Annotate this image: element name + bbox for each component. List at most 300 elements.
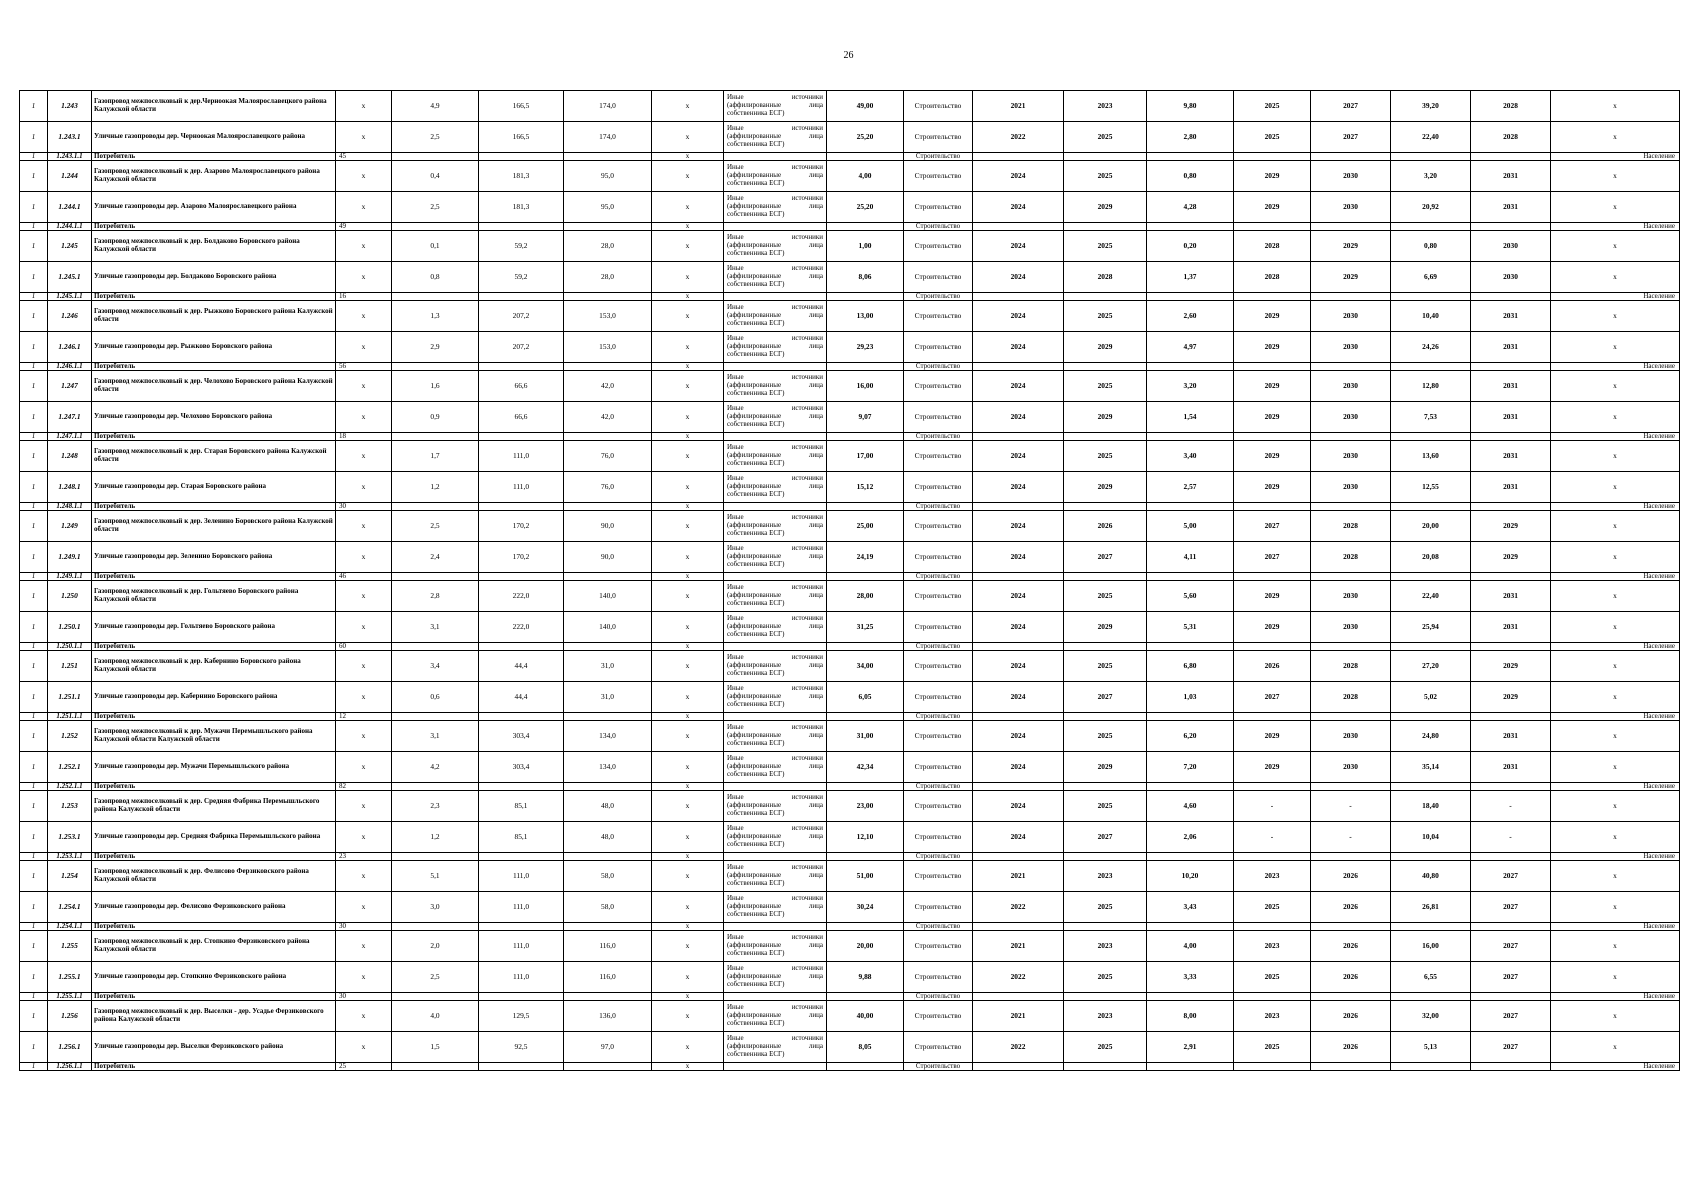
empty-cell [1391, 783, 1471, 791]
year-cell: 2026 [1311, 1032, 1391, 1063]
empty-cell [1391, 923, 1471, 931]
source-cell: Иные источники (аффилированные лица собственника ЕСГ) [724, 791, 827, 822]
year-cell: 2024 [973, 612, 1064, 643]
length-cell: 4,0 [392, 1001, 479, 1032]
x-cell: x [652, 783, 724, 791]
x-cell: x [1551, 612, 1680, 643]
year-cell: 2024 [973, 822, 1064, 853]
year-cell: 2029 [1064, 752, 1147, 783]
year-cell: 2025 [1064, 721, 1147, 752]
length-cell: 0,1 [392, 231, 479, 262]
x-cell: x [336, 161, 392, 192]
value-cell: 13,60 [1391, 441, 1471, 472]
value-cell: 116,0 [564, 931, 652, 962]
value-cell: 170,2 [479, 511, 564, 542]
year-cell: 2027 [1064, 682, 1147, 713]
empty-cell [827, 923, 904, 931]
empty-cell [827, 783, 904, 791]
empty-cell [1064, 783, 1147, 791]
value-cell: 140,0 [564, 581, 652, 612]
consumer-count-cell: 16 [336, 293, 392, 301]
empty-cell [1471, 783, 1551, 791]
year-cell: 2022 [973, 892, 1064, 923]
length-cell: 4,2 [392, 752, 479, 783]
source-cell: Иные источники (аффилированные лица собственника ЕСГ) [724, 301, 827, 332]
empty-cell [1471, 993, 1551, 1001]
year-cell: - [1234, 822, 1311, 853]
value-cell: 1,54 [1147, 402, 1234, 433]
table-row [20, 581, 1680, 612]
value-cell: 48,0 [564, 791, 652, 822]
source-cell: Иные источники (аффилированные лица собственника ЕСГ) [724, 892, 827, 923]
x-cell: x [652, 721, 724, 752]
empty-cell [1234, 223, 1311, 231]
year-cell: 2029 [1064, 192, 1147, 223]
value-cell: 25,94 [1391, 612, 1471, 643]
value-cell: 6,69 [1391, 262, 1471, 293]
x-cell: x [652, 682, 724, 713]
year-cell: 2026 [1311, 931, 1391, 962]
length-cell: 2,8 [392, 581, 479, 612]
year-cell: 2030 [1311, 581, 1391, 612]
consumer-label-cell: Потребитель [92, 573, 336, 581]
x-cell: x [336, 472, 392, 503]
empty-cell [1147, 503, 1234, 511]
year-cell: 2025 [1064, 962, 1147, 993]
value-cell: 174,0 [564, 122, 652, 153]
year-cell: 2031 [1471, 581, 1551, 612]
level-cell: 1 [20, 441, 48, 472]
source-cell: Иные источники (аффилированные лица собственника ЕСГ) [724, 441, 827, 472]
empty-cell [392, 223, 479, 231]
empty-cell [724, 363, 827, 371]
level-cell: 1 [20, 293, 48, 301]
object-name-cell: Газопровод межпоселковый к дер.Черноокая Малоярославецкого района Калужской области [92, 91, 336, 122]
empty-cell [392, 433, 479, 441]
year-cell: 2031 [1471, 301, 1551, 332]
consumer-count-cell: 30 [336, 503, 392, 511]
table-row [20, 1001, 1680, 1032]
empty-cell [479, 713, 564, 721]
empty-cell [724, 783, 827, 791]
object-code-cell: 1.254.1 [48, 892, 92, 923]
year-cell: 2030 [1311, 612, 1391, 643]
value-cell: 3,43 [1147, 892, 1234, 923]
empty-cell [724, 503, 827, 511]
year-cell: 2029 [1064, 472, 1147, 503]
cost-cell: 29,23 [827, 332, 904, 363]
length-cell: 4,9 [392, 91, 479, 122]
year-cell: 2027 [1471, 861, 1551, 892]
value-cell: 5,00 [1147, 511, 1234, 542]
year-cell: 2029 [1311, 231, 1391, 262]
population-cell: Население [1551, 1063, 1680, 1071]
empty-cell [1471, 363, 1551, 371]
x-cell: x [652, 713, 724, 721]
level-cell: 1 [20, 433, 48, 441]
value-cell: 4,28 [1147, 192, 1234, 223]
value-cell: 48,0 [564, 822, 652, 853]
year-cell: 2027 [1234, 511, 1311, 542]
empty-cell [973, 1063, 1064, 1071]
empty-cell [1311, 643, 1391, 651]
year-cell: 2030 [1311, 441, 1391, 472]
empty-cell [1234, 363, 1311, 371]
x-cell: x [652, 402, 724, 433]
year-cell: 2029 [1234, 301, 1311, 332]
value-cell: 5,60 [1147, 581, 1234, 612]
value-cell: 2,80 [1147, 122, 1234, 153]
empty-cell [1147, 573, 1234, 581]
value-cell: 5,13 [1391, 1032, 1471, 1063]
work-type-cell: Строительство [904, 1063, 973, 1071]
year-cell: 2025 [1234, 91, 1311, 122]
year-cell: 2022 [973, 122, 1064, 153]
year-cell: 2027 [1311, 91, 1391, 122]
population-cell: Население [1551, 783, 1680, 791]
value-cell: 95,0 [564, 161, 652, 192]
source-cell: Иные источники (аффилированные лица собственника ЕСГ) [724, 511, 827, 542]
source-cell: Иные источники (аффилированные лица собственника ЕСГ) [724, 752, 827, 783]
value-cell: 24,26 [1391, 332, 1471, 363]
work-type-cell: Строительство [904, 993, 973, 1001]
level-cell: 1 [20, 1063, 48, 1071]
cost-cell: 42,34 [827, 752, 904, 783]
empty-cell [1234, 713, 1311, 721]
empty-cell [564, 433, 652, 441]
year-cell: 2031 [1471, 192, 1551, 223]
x-cell: x [652, 923, 724, 931]
empty-cell [1064, 153, 1147, 161]
x-cell: x [336, 91, 392, 122]
object-name-cell: Уличные газопроводы дер. Кабернино Боровского района [92, 682, 336, 713]
empty-cell [1471, 643, 1551, 651]
value-cell: 134,0 [564, 721, 652, 752]
object-name-cell: Газопровод межпоселковый к дер. Гольтяево Боровского района Калужской области [92, 581, 336, 612]
empty-cell [724, 993, 827, 1001]
x-cell: x [336, 332, 392, 363]
level-cell: 1 [20, 402, 48, 433]
year-cell: 2030 [1311, 332, 1391, 363]
object-code-cell: 1.245.1 [48, 262, 92, 293]
x-cell: x [652, 511, 724, 542]
year-cell: 2028 [1064, 262, 1147, 293]
year-cell: - [1234, 791, 1311, 822]
consumer-label-cell: Потребитель [92, 1063, 336, 1071]
consumer-row [20, 923, 1680, 931]
length-cell: 0,9 [392, 402, 479, 433]
level-cell: 1 [20, 853, 48, 861]
value-cell: 10,40 [1391, 301, 1471, 332]
consumer-count-cell: 49 [336, 223, 392, 231]
object-name-cell: Уличные газопроводы дер. Старая Боровского района [92, 472, 336, 503]
work-type-cell: Строительство [904, 682, 973, 713]
table-row [20, 161, 1680, 192]
year-cell: 2029 [1064, 332, 1147, 363]
work-type-cell: Строительство [904, 441, 973, 472]
empty-cell [564, 223, 652, 231]
work-type-cell: Строительство [904, 791, 973, 822]
length-cell: 3,1 [392, 721, 479, 752]
year-cell: 2025 [1064, 371, 1147, 402]
empty-cell [973, 223, 1064, 231]
level-cell: 1 [20, 363, 48, 371]
empty-cell [827, 433, 904, 441]
year-cell: 2021 [973, 91, 1064, 122]
year-cell: 2026 [1234, 651, 1311, 682]
empty-cell [564, 853, 652, 861]
empty-cell [724, 1063, 827, 1071]
year-cell: 2025 [1064, 791, 1147, 822]
value-cell: 181,3 [479, 161, 564, 192]
empty-cell [973, 783, 1064, 791]
source-cell: Иные источники (аффилированные лица собственника ЕСГ) [724, 612, 827, 643]
empty-cell [1391, 503, 1471, 511]
year-cell: - [1471, 791, 1551, 822]
work-type-cell: Строительство [904, 581, 973, 612]
object-code-cell: 1.243 [48, 91, 92, 122]
length-cell: 1,3 [392, 301, 479, 332]
x-cell: x [1551, 962, 1680, 993]
consumer-count-cell: 30 [336, 993, 392, 1001]
empty-cell [564, 503, 652, 511]
level-cell: 1 [20, 1001, 48, 1032]
x-cell: x [652, 262, 724, 293]
x-cell: x [652, 651, 724, 682]
value-cell: 111,0 [479, 441, 564, 472]
empty-cell [1391, 293, 1471, 301]
length-cell: 2,3 [392, 791, 479, 822]
empty-cell [392, 853, 479, 861]
empty-cell [973, 293, 1064, 301]
year-cell: 2029 [1471, 542, 1551, 573]
value-cell: 76,0 [564, 472, 652, 503]
table-row [20, 542, 1680, 573]
empty-cell [1391, 363, 1471, 371]
empty-cell [1471, 1063, 1551, 1071]
value-cell: 66,6 [479, 402, 564, 433]
value-cell: 129,5 [479, 1001, 564, 1032]
length-cell: 2,5 [392, 962, 479, 993]
empty-cell [1391, 153, 1471, 161]
source-cell: Иные источники (аффилированные лица собственника ЕСГ) [724, 962, 827, 993]
x-cell: x [652, 612, 724, 643]
length-cell: 2,0 [392, 931, 479, 962]
work-type-cell: Строительство [904, 161, 973, 192]
cost-cell: 17,00 [827, 441, 904, 472]
empty-cell [564, 783, 652, 791]
empty-cell [1064, 223, 1147, 231]
value-cell: 90,0 [564, 511, 652, 542]
consumer-label-cell: Потребитель [92, 643, 336, 651]
object-name-cell: Газопровод межпоселковый к дер. Старая Боровского района Калужской области [92, 441, 336, 472]
value-cell: 111,0 [479, 472, 564, 503]
object-code-cell: 1.246 [48, 301, 92, 332]
empty-cell [479, 223, 564, 231]
year-cell: 2024 [973, 332, 1064, 363]
value-cell: 42,0 [564, 402, 652, 433]
object-code-cell: 1.256 [48, 1001, 92, 1032]
year-cell: 2031 [1471, 612, 1551, 643]
x-cell: x [336, 262, 392, 293]
object-code-cell: 1.246.1 [48, 332, 92, 363]
consumer-label-cell: Потребитель [92, 293, 336, 301]
table-row [20, 721, 1680, 752]
empty-cell [1064, 293, 1147, 301]
work-type-cell: Строительство [904, 783, 973, 791]
consumer-code-cell: 1.247.1.1 [48, 433, 92, 441]
consumer-row [20, 643, 1680, 651]
empty-cell [1311, 573, 1391, 581]
work-type-cell: Строительство [904, 363, 973, 371]
year-cell: 2030 [1311, 402, 1391, 433]
x-cell: x [1551, 581, 1680, 612]
empty-cell [392, 643, 479, 651]
x-cell: x [1551, 161, 1680, 192]
x-cell: x [336, 931, 392, 962]
population-cell: Население [1551, 713, 1680, 721]
empty-cell [1064, 503, 1147, 511]
x-cell: x [336, 192, 392, 223]
empty-cell [564, 153, 652, 161]
source-cell: Иные источники (аффилированные лица собственника ЕСГ) [724, 651, 827, 682]
empty-cell [479, 363, 564, 371]
cost-cell: 49,00 [827, 91, 904, 122]
year-cell: 2025 [1064, 231, 1147, 262]
level-cell: 1 [20, 643, 48, 651]
value-cell: 92,5 [479, 1032, 564, 1063]
x-cell: x [652, 542, 724, 573]
consumer-code-cell: 1.246.1.1 [48, 363, 92, 371]
value-cell: 111,0 [479, 861, 564, 892]
value-cell: 7,20 [1147, 752, 1234, 783]
x-cell: x [336, 122, 392, 153]
x-cell: x [336, 542, 392, 573]
cost-cell: 25,20 [827, 122, 904, 153]
value-cell: 59,2 [479, 231, 564, 262]
x-cell: x [1551, 441, 1680, 472]
value-cell: 181,3 [479, 192, 564, 223]
consumer-label-cell: Потребитель [92, 783, 336, 791]
x-cell: x [652, 931, 724, 962]
year-cell: 2027 [1471, 892, 1551, 923]
value-cell: 22,40 [1391, 581, 1471, 612]
value-cell: 2,60 [1147, 301, 1234, 332]
level-cell: 1 [20, 161, 48, 192]
population-cell: Население [1551, 993, 1680, 1001]
x-cell: x [1551, 931, 1680, 962]
empty-cell [724, 713, 827, 721]
consumer-row [20, 783, 1680, 791]
object-code-cell: 1.253 [48, 791, 92, 822]
cost-cell: 20,00 [827, 931, 904, 962]
length-cell: 2,4 [392, 542, 479, 573]
empty-cell [1311, 853, 1391, 861]
consumer-code-cell: 1.256.1.1 [48, 1063, 92, 1071]
work-type-cell: Строительство [904, 542, 973, 573]
empty-cell [564, 293, 652, 301]
x-cell: x [652, 91, 724, 122]
year-cell: 2023 [1234, 931, 1311, 962]
x-cell: x [1551, 472, 1680, 503]
value-cell: 116,0 [564, 962, 652, 993]
year-cell: 2029 [1234, 161, 1311, 192]
year-cell: 2024 [973, 231, 1064, 262]
year-cell: 2024 [973, 161, 1064, 192]
consumer-label-cell: Потребитель [92, 433, 336, 441]
value-cell: 44,4 [479, 682, 564, 713]
object-name-cell: Уличные газопроводы дер. Гольтяево Боровского района [92, 612, 336, 643]
consumer-code-cell: 1.244.1.1 [48, 223, 92, 231]
x-cell: x [336, 1001, 392, 1032]
x-cell: x [1551, 721, 1680, 752]
x-cell: x [1551, 791, 1680, 822]
value-cell: 134,0 [564, 752, 652, 783]
consumer-count-cell: 45 [336, 153, 392, 161]
source-cell: Иные источники (аффилированные лица собственника ЕСГ) [724, 122, 827, 153]
year-cell: 2024 [973, 441, 1064, 472]
x-cell: x [652, 363, 724, 371]
work-type-cell: Строительство [904, 853, 973, 861]
x-cell: x [1551, 682, 1680, 713]
x-cell: x [1551, 332, 1680, 363]
value-cell: 66,6 [479, 371, 564, 402]
x-cell: x [1551, 651, 1680, 682]
empty-cell [724, 223, 827, 231]
year-cell: 2024 [973, 542, 1064, 573]
value-cell: 166,5 [479, 122, 564, 153]
consumer-label-cell: Потребитель [92, 223, 336, 231]
x-cell: x [652, 962, 724, 993]
year-cell: 2027 [1064, 542, 1147, 573]
consumer-code-cell: 1.253.1.1 [48, 853, 92, 861]
empty-cell [1311, 993, 1391, 1001]
year-cell: 2029 [1234, 441, 1311, 472]
level-cell: 1 [20, 332, 48, 363]
level-cell: 1 [20, 923, 48, 931]
value-cell: 170,2 [479, 542, 564, 573]
empty-cell [1471, 713, 1551, 721]
work-type-cell: Строительство [904, 503, 973, 511]
x-cell: x [1551, 371, 1680, 402]
value-cell: 35,14 [1391, 752, 1471, 783]
table-row [20, 651, 1680, 682]
empty-cell [973, 643, 1064, 651]
year-cell: 2028 [1234, 262, 1311, 293]
source-cell: Иные источники (аффилированные лица собственника ЕСГ) [724, 581, 827, 612]
consumer-row [20, 573, 1680, 581]
table-row [20, 301, 1680, 332]
population-cell: Население [1551, 923, 1680, 931]
value-cell: 16,00 [1391, 931, 1471, 962]
source-cell: Иные источники (аффилированные лица собственника ЕСГ) [724, 472, 827, 503]
consumer-count-cell: 12 [336, 713, 392, 721]
x-cell: x [1551, 192, 1680, 223]
work-type-cell: Строительство [904, 332, 973, 363]
x-cell: x [1551, 892, 1680, 923]
source-cell: Иные источники (аффилированные лица собственника ЕСГ) [724, 371, 827, 402]
cost-cell: 9,88 [827, 962, 904, 993]
source-cell: Иные источники (аффилированные лица собственника ЕСГ) [724, 1001, 827, 1032]
empty-cell [724, 293, 827, 301]
value-cell: 31,0 [564, 682, 652, 713]
year-cell: 2024 [973, 262, 1064, 293]
consumer-code-cell: 1.248.1.1 [48, 503, 92, 511]
x-cell: x [1551, 861, 1680, 892]
work-type-cell: Строительство [904, 122, 973, 153]
table-row [20, 892, 1680, 923]
year-cell: 2023 [1064, 91, 1147, 122]
